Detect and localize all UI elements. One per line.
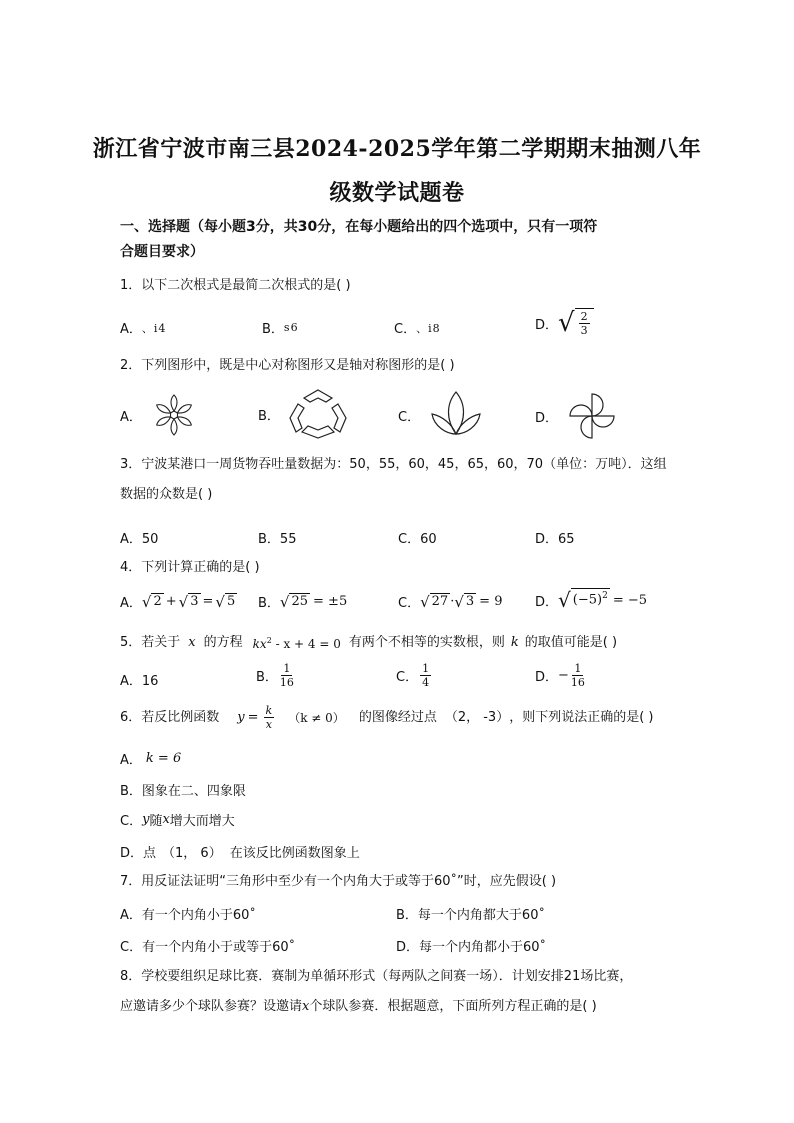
q6-numerator: k — [265, 704, 273, 717]
q5-stem-post: 有两个不相等的实数根，则 — [348, 634, 505, 650]
q4-option-a-label: A． — [120, 596, 142, 611]
q5-option-b-label: B． — [256, 670, 278, 685]
q5-d-denominator: 16 — [570, 676, 585, 689]
q6-option-d-point: （1， 6） — [162, 846, 222, 861]
q2-option-c-label: C． — [398, 409, 421, 425]
q1-option-c — [394, 318, 441, 337]
pinwheel-icon — [566, 390, 618, 442]
q1-option-b-value: s6 — [283, 321, 299, 334]
q6-option-d — [120, 842, 360, 861]
q5-eq-kx: kx — [252, 637, 267, 651]
q1-d-numerator: 2 — [580, 310, 588, 323]
q6-option-a-value: k = 6 — [145, 751, 182, 766]
q1-option-a — [120, 318, 166, 337]
q6-option-c — [120, 810, 235, 829]
q5-equation — [253, 631, 341, 654]
q4-option-d-label: D． — [535, 594, 559, 610]
q5-c-denominator: 4 — [422, 676, 430, 689]
q4-b-radicand: 25 — [291, 593, 309, 609]
q1-option-a-value: 、i4 — [141, 321, 167, 335]
question-4-stem: 4．下列计算正确的是( ) — [120, 560, 260, 575]
q5-d-numerator: 1 — [574, 662, 582, 675]
exam-title-line2: 级数学试题卷 — [329, 180, 465, 206]
q6-option-c-x: x — [162, 812, 170, 827]
q5-option-d — [535, 662, 587, 689]
q5-b-numerator: 1 — [283, 662, 291, 675]
q5-c-numerator: 1 — [422, 662, 430, 675]
q5-option-c — [396, 662, 433, 689]
q1-option-a-label: A． — [120, 322, 142, 337]
q6-option-d-label: D．点 — [120, 846, 157, 861]
q5-var-x: x — [188, 634, 196, 650]
question-8-stem-line2 — [120, 997, 680, 1017]
q4-b-result: = ±5 — [313, 594, 348, 609]
q6-option-c-end: 增大而增大 — [169, 814, 235, 829]
q4-a-radicand-1: 2 — [153, 593, 162, 609]
question-5-stem — [120, 631, 680, 654]
q7-option-c: C．有一个内角小于或等于60˚ — [120, 940, 296, 955]
q6-stem-mid: 的图像经过点 — [358, 709, 437, 725]
q4-a-radicand-result: 5 — [226, 593, 236, 609]
q8-stem-post: 个球队参赛．根据题意，下面所列方程正确的是( ) — [309, 999, 597, 1014]
q8-stem-pre: 应邀请多少个球队参赛？设邀请 — [120, 999, 303, 1014]
q6-point: （2， -3） — [444, 709, 510, 725]
q2-option-b-label: B． — [258, 408, 280, 424]
q6-denominator: x — [265, 718, 272, 731]
q5-stem-mid: 的方程 — [203, 634, 243, 650]
q5-option-a: A．16 — [120, 674, 159, 689]
q1-option-c-value: 、i8 — [416, 321, 441, 335]
q6-equals: = — [247, 709, 259, 725]
q6-option-b: B．图象在二、四象限 — [120, 784, 246, 799]
q6-stem-pre: 6．若反比例函数 — [120, 709, 220, 725]
q5-var-k: k — [510, 634, 519, 650]
q3-option-a: A．50 — [120, 532, 159, 547]
section-heading-line2: 合题目要求） — [120, 244, 204, 260]
q1-option-d-label: D． — [535, 317, 559, 333]
recycle-chevrons-icon — [288, 388, 348, 440]
lotus-icon — [428, 390, 484, 440]
question-3-stem-line1: 3．宁波某港口一周货物吞吐量数据为：50，55，60，45，65，60，70（单位：万吨）．这组 — [120, 457, 667, 472]
q1-d-denominator: 3 — [580, 324, 588, 337]
q5-d-sign: − — [558, 668, 569, 683]
q6-option-c-y: y — [142, 812, 150, 827]
question-2-stem: 2．下列图形中，既是中心对称图形又是轴对称图形的是( ) — [120, 358, 455, 373]
q6-option-d-end: 在该反比例函数图象上 — [229, 846, 360, 861]
q5-option-b — [256, 662, 296, 689]
q8-var-x: x — [302, 999, 310, 1014]
q2-option-b — [258, 388, 348, 440]
q4-d-exponent: 2 — [602, 591, 608, 601]
question-3-stem-line2: 数据的众数是( ) — [120, 487, 213, 502]
q2-option-a — [120, 393, 198, 437]
q1-option-d-sqrt: √ $\frac{2}{3}$ — [558, 308, 594, 338]
q5-stem-end: 的取值可能是( ) — [524, 634, 618, 650]
q6-stem-end: ，则下列说法正确的是( ) — [509, 709, 654, 725]
q4-a-radicand-2: 3 — [190, 593, 199, 609]
q5-option-c-label: C． — [396, 670, 419, 685]
q5-option-d-label: D． — [535, 670, 559, 685]
q4-d-base: (−5) — [572, 592, 603, 608]
q4-option-d: D． √ $(-5)^2$ = −5 — [535, 588, 648, 612]
q5-b-denominator: 16 — [279, 676, 294, 689]
q2-option-d — [535, 390, 618, 442]
q1-option-c-label: C． — [394, 322, 417, 337]
q4-c-result: = 9 — [479, 594, 503, 609]
q7-option-b: B．每一个内角都大于60˚ — [396, 908, 545, 923]
q4-a-equals: = — [202, 594, 214, 609]
q4-option-a: A． √ 2 + √ 3 = √ 5 — [120, 592, 236, 611]
q4-c-radicand-2: 3 — [465, 593, 475, 609]
q6-condition: （k ≠ 0） — [288, 710, 345, 725]
q6-option-c-mid: 随 — [149, 814, 163, 829]
q2-option-d-label: D． — [535, 410, 559, 426]
q7-option-a: A．有一个内角小于60˚ — [120, 908, 256, 923]
q4-c-dot: · — [450, 594, 455, 609]
question-1-stem: 1．以下二次根式是最简二次根式的是( ) — [120, 278, 351, 293]
question-6-stem — [120, 704, 680, 731]
q4-option-b: B． √ 25 = ±5 — [258, 592, 348, 611]
q7-option-d: D．每一个内角都小于60˚ — [396, 940, 547, 955]
q1-option-b — [262, 318, 299, 337]
q4-c-radicand-1: 27 — [431, 593, 449, 609]
q3-option-c: C．60 — [398, 532, 437, 547]
flower-6-petal-icon — [150, 393, 198, 437]
q5-stem-pre: 5．若关于 — [120, 634, 181, 650]
q1-option-d — [535, 308, 594, 338]
q6-option-a — [120, 749, 181, 768]
exam-title-line1: 浙江省宁波市南三县2024-2025学年第二学期期末抽测八年 — [92, 136, 702, 162]
q6-option-c-label: C． — [120, 814, 143, 829]
q4-option-b-label: B． — [258, 596, 280, 611]
q5-eq-exponent: 2 — [266, 636, 272, 645]
q6-option-a-label: A． — [120, 753, 142, 768]
q1-option-b-label: B． — [262, 322, 284, 337]
section-heading-line1: 一、选择题（每小题3分，共30分，在每小题给出的四个选项中，只有一项符 — [120, 219, 598, 235]
q4-a-plus: + — [165, 594, 177, 609]
q3-option-b: B．55 — [258, 532, 297, 547]
q2-option-a-label: A． — [120, 409, 142, 425]
q4-option-c-label: C． — [398, 596, 421, 611]
q3-option-d: D．65 — [535, 532, 575, 547]
q5-eq-rest: - x + 4 = 0 — [271, 637, 341, 651]
q2-option-c — [398, 390, 484, 440]
q4-d-result: = −5 — [612, 592, 648, 608]
q6-var-y: y — [237, 709, 245, 725]
question-8-stem-line1: 8．学校要组织足球比赛．赛制为单循环形式（每两队之间赛一场）．计划安排21场比赛， — [120, 969, 633, 984]
question-7-stem: 7．用反证法证明“三角形中至少有一个内角大于或等于60˚”时，应先假设( ) — [120, 874, 557, 889]
q4-option-c: C． √ 27 · √ 3 = 9 — [398, 592, 503, 611]
